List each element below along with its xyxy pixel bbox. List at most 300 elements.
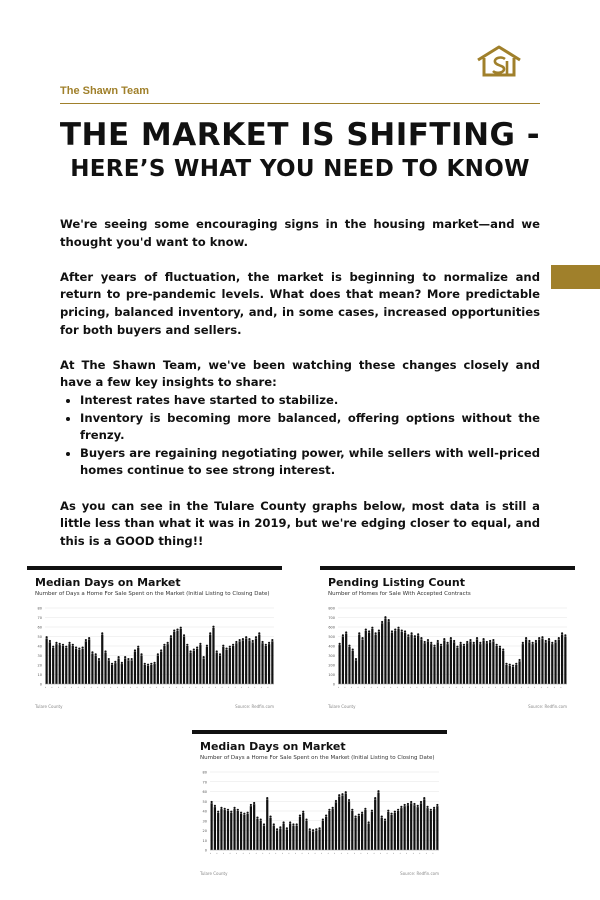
data-point [417, 805, 419, 807]
bar [535, 642, 537, 684]
x-tick-label: • [422, 686, 426, 689]
x-tick-label: • [431, 852, 435, 855]
bar [104, 653, 106, 684]
chart-footer-left: Tulare County [328, 704, 356, 709]
x-tick-label: • [428, 686, 433, 689]
x-tick-label: • [507, 686, 511, 689]
data-point [551, 642, 553, 644]
data-point [361, 812, 363, 814]
data-point [404, 804, 406, 806]
bar [541, 638, 543, 684]
bar [328, 811, 330, 850]
bar [545, 642, 547, 684]
x-tick-label: • [222, 852, 226, 855]
bar [388, 621, 390, 684]
data-point [176, 629, 178, 631]
data-point [541, 636, 543, 638]
x-tick-label: • [454, 686, 459, 689]
bar [183, 637, 185, 685]
bar [235, 643, 237, 684]
bar [397, 811, 399, 850]
data-point [420, 801, 422, 803]
data-point [46, 636, 48, 638]
data-point [255, 636, 257, 638]
bar [292, 826, 294, 850]
bar [237, 811, 239, 850]
data-point [273, 823, 275, 825]
bar [247, 814, 249, 850]
bar [404, 633, 406, 684]
data-point [417, 633, 419, 635]
data-point [387, 810, 389, 812]
bar [222, 647, 224, 684]
data-point [256, 817, 258, 819]
chart-title: Median Days on Market [35, 576, 181, 589]
data-point [305, 818, 307, 820]
bar [256, 819, 258, 850]
data-point [173, 629, 175, 631]
bar [140, 656, 142, 685]
x-tick-label: • [103, 686, 107, 689]
data-point [341, 793, 343, 795]
data-point [299, 815, 301, 817]
data-point [443, 638, 445, 640]
bar [427, 641, 429, 684]
data-point [180, 627, 182, 629]
bar [433, 809, 435, 850]
data-point [101, 632, 103, 634]
bar [325, 817, 327, 850]
data-point [108, 658, 110, 660]
data-point [217, 811, 219, 813]
data-point [496, 644, 498, 646]
bar [446, 644, 448, 684]
bar [85, 641, 87, 684]
bar [299, 817, 301, 850]
bar [440, 646, 442, 684]
chart-top-bar [320, 566, 575, 570]
x-tick-label: • [500, 686, 505, 689]
bar [203, 658, 205, 684]
data-point [512, 665, 514, 667]
data-point [147, 664, 149, 666]
chart-plot [27, 602, 282, 700]
x-tick-label: • [494, 686, 498, 689]
data-point [233, 807, 235, 809]
bar [286, 830, 288, 850]
data-point [492, 639, 494, 641]
bar [473, 644, 475, 684]
data-point [535, 640, 537, 642]
bar [397, 629, 399, 684]
bar [424, 643, 426, 684]
x-tick-label: • [356, 686, 361, 689]
bar [160, 652, 162, 684]
x-tick-label: • [339, 852, 344, 855]
data-point [364, 808, 366, 810]
data-point [394, 811, 396, 813]
bar [309, 831, 311, 851]
data-point [183, 634, 185, 636]
bar [384, 821, 386, 850]
chart-plot [192, 766, 447, 866]
data-point [75, 647, 77, 649]
x-tick-label: • [57, 686, 61, 689]
bar [199, 645, 201, 684]
data-point [460, 642, 462, 644]
data-point [219, 653, 221, 655]
data-point [85, 639, 87, 641]
data-point [91, 651, 93, 653]
chart-median-days-1 [27, 566, 282, 711]
data-point [286, 827, 288, 829]
x-tick-label: • [168, 686, 172, 689]
data-point [335, 800, 337, 802]
x-tick-label: • [366, 852, 370, 855]
data-point [225, 648, 227, 650]
bar [243, 815, 245, 850]
bar [394, 631, 396, 684]
data-point [390, 813, 392, 815]
x-tick-label: • [248, 852, 252, 855]
x-tick-label: • [398, 852, 403, 855]
x-tick-label: • [155, 686, 159, 689]
data-point [482, 638, 484, 640]
bar [354, 818, 356, 850]
bar [410, 635, 412, 684]
bar [150, 665, 152, 684]
bar [276, 831, 278, 851]
data-point [515, 663, 517, 665]
y-tick-label: 100 [328, 673, 335, 677]
data-point [437, 640, 439, 642]
data-point [433, 807, 435, 809]
x-tick-label: • [268, 852, 272, 855]
data-point [237, 809, 239, 811]
data-point [348, 799, 350, 801]
bar [492, 641, 494, 684]
data-point [338, 794, 340, 796]
chart-footer-left: Tulare County [200, 871, 228, 876]
data-point [312, 829, 314, 831]
y-tick-label: 70 [37, 616, 42, 620]
bar [538, 639, 540, 684]
x-tick-label: • [333, 852, 337, 855]
x-tick-label: • [70, 686, 74, 689]
bar [505, 665, 507, 684]
x-tick-label: • [372, 852, 377, 855]
data-point [561, 632, 563, 634]
bar [525, 639, 527, 684]
x-tick-label: • [207, 686, 212, 689]
data-point [271, 639, 273, 641]
data-point [381, 816, 383, 818]
bar [147, 666, 149, 684]
bar [65, 648, 67, 684]
x-tick-label: • [520, 686, 524, 689]
data-point [361, 637, 363, 639]
data-point [220, 807, 222, 809]
bar [358, 816, 360, 850]
data-point [423, 797, 425, 799]
x-tick-label: • [174, 686, 179, 689]
chart-plot [320, 602, 575, 700]
x-tick-label: • [513, 686, 518, 689]
data-point [378, 629, 380, 631]
data-point [193, 648, 195, 650]
bar [469, 641, 471, 684]
data-point [55, 642, 57, 644]
data-point [315, 828, 317, 830]
data-point [247, 812, 249, 814]
data-point [150, 663, 152, 665]
data-point [400, 806, 402, 808]
bar [91, 654, 93, 684]
data-point [211, 801, 213, 803]
bar [196, 649, 198, 684]
bar [342, 637, 344, 685]
data-point [240, 812, 242, 814]
data-point [479, 642, 481, 644]
bar [532, 644, 534, 684]
y-tick-label: 80 [202, 770, 207, 775]
data-point [545, 640, 547, 642]
data-point [214, 805, 216, 807]
data-point [276, 828, 278, 830]
bar [230, 813, 232, 850]
bar [189, 653, 191, 684]
data-point [430, 642, 432, 644]
x-tick-label: • [389, 686, 393, 689]
y-tick-label: 10 [37, 673, 42, 677]
x-tick-label: • [441, 686, 446, 689]
data-point [265, 644, 267, 646]
x-tick-label: • [313, 852, 318, 855]
data-point [170, 635, 172, 637]
data-point [473, 642, 475, 644]
x-tick-label: • [287, 852, 292, 855]
data-point [206, 645, 208, 647]
bar [82, 649, 84, 684]
bar [265, 646, 267, 684]
bar [173, 632, 175, 684]
bar [414, 637, 416, 684]
bar [186, 646, 188, 684]
bar [273, 826, 275, 850]
data-point [203, 656, 205, 658]
data-point [292, 823, 294, 825]
x-tick-label: • [63, 686, 68, 689]
x-tick-label: • [418, 852, 422, 855]
data-point [518, 659, 520, 661]
data-point [558, 637, 560, 639]
bar [46, 638, 48, 684]
bar [384, 618, 386, 684]
y-tick-label: 500 [328, 635, 335, 639]
data-point [289, 821, 291, 823]
bar [108, 660, 110, 684]
x-tick-label: • [353, 852, 357, 855]
data-point [358, 632, 360, 634]
x-tick-label: • [559, 686, 563, 689]
data-point [163, 644, 165, 646]
bar [345, 634, 347, 684]
x-tick-label: • [359, 852, 363, 855]
data-point [88, 637, 90, 639]
x-tick-label: • [209, 852, 213, 855]
data-point [525, 637, 527, 639]
bar [355, 660, 357, 684]
data-point [394, 629, 396, 631]
bar [95, 656, 97, 685]
data-point [230, 811, 232, 813]
y-tick-label: 60 [202, 790, 207, 794]
y-tick-label: 40 [202, 809, 207, 814]
bar [101, 635, 103, 684]
data-point [140, 653, 142, 655]
y-tick-label: 400 [328, 644, 335, 649]
y-tick-label: 60 [37, 625, 42, 630]
x-tick-label: • [392, 852, 396, 855]
chart-top-bar [27, 566, 282, 570]
chart-footer-right: Source: Redfin.com [528, 704, 567, 709]
y-tick-label: 70 [202, 780, 207, 785]
bar [430, 811, 432, 850]
bar [365, 631, 367, 684]
y-tick-label: 20 [202, 829, 207, 833]
bar [206, 647, 208, 684]
bar [400, 808, 402, 850]
bar [348, 801, 350, 850]
bar [232, 646, 234, 684]
paragraph-market: After years of fluctuation, the market is beginning to normalize and return to pre-pandemic levels. What does that mean? More predictable pricing, balanced inventory, and, in some cases, increased opportunities for both buyers and sellers. [60, 269, 540, 337]
x-tick-label: • [274, 852, 278, 855]
bar [318, 830, 320, 850]
data-point [505, 663, 507, 665]
chart-footer-right: Source: Redfin.com [235, 704, 274, 709]
bar [269, 818, 271, 850]
x-tick-label: • [161, 686, 166, 689]
bar [252, 642, 254, 684]
x-tick-label: • [343, 686, 348, 689]
data-point [446, 642, 448, 644]
bar [460, 644, 462, 684]
data-point [413, 803, 415, 805]
data-point [404, 630, 406, 632]
x-tick-label: • [307, 852, 311, 855]
bar [315, 831, 317, 851]
bar [463, 646, 465, 684]
x-tick-label: • [415, 686, 420, 689]
data-point [424, 641, 426, 643]
x-tick-label: • [369, 686, 374, 689]
data-point [49, 640, 51, 642]
bar [98, 660, 100, 684]
bar [233, 809, 235, 850]
x-tick-label: • [533, 686, 537, 689]
x-tick-label: • [266, 686, 270, 689]
bar [404, 806, 406, 850]
bar [391, 633, 393, 684]
bar [219, 656, 221, 685]
bar [261, 643, 263, 684]
bar [413, 805, 415, 850]
x-tick-label: • [326, 852, 331, 855]
bar [170, 637, 172, 684]
x-tick-label: • [181, 686, 185, 689]
bar [515, 665, 517, 684]
bar [88, 639, 90, 684]
data-point [104, 650, 106, 652]
data-point [186, 644, 188, 646]
data-point [528, 640, 530, 642]
x-tick-label: • [89, 686, 94, 689]
data-point [548, 638, 550, 640]
data-point [209, 632, 211, 634]
data-point [410, 801, 412, 803]
bar [423, 799, 425, 850]
bar [217, 813, 219, 850]
data-point [456, 646, 458, 648]
list-item: • Buyers are regaining negotiating power, while sellers with well-priced homes continue to see strong interest. [80, 445, 540, 480]
x-tick-label: • [116, 686, 120, 689]
chart-footer-left: Tulare County [35, 704, 63, 709]
bar [121, 664, 123, 684]
data-point [352, 648, 354, 650]
data-point [242, 638, 244, 640]
bar [371, 812, 373, 850]
x-tick-label: • [240, 686, 244, 689]
bar [167, 644, 169, 684]
bar [486, 643, 488, 684]
data-point [239, 639, 241, 641]
brand-name: The Shawn Team [60, 85, 150, 97]
data-point [309, 828, 311, 830]
data-point [489, 640, 491, 642]
data-point [368, 821, 370, 823]
data-point [348, 645, 350, 647]
bar [260, 821, 262, 850]
data-point [118, 656, 120, 658]
bar [240, 814, 242, 850]
bar [433, 647, 435, 684]
data-point [476, 637, 478, 639]
bar [407, 637, 409, 685]
bar [49, 642, 51, 684]
bar [371, 629, 373, 684]
bar [193, 651, 195, 684]
data-point [345, 791, 347, 793]
x-tick-label: • [44, 686, 48, 689]
x-tick-label: • [487, 686, 491, 689]
data-point [235, 641, 237, 643]
bar [558, 639, 560, 684]
data-point [167, 642, 169, 644]
x-tick-label: • [363, 686, 367, 689]
bar [255, 638, 257, 684]
x-tick-label: • [350, 686, 354, 689]
bar [229, 648, 231, 684]
bar [144, 665, 146, 684]
chart-median-days-2 [192, 730, 447, 878]
bar [443, 640, 445, 684]
data-point [268, 642, 270, 644]
x-tick-label: • [220, 686, 225, 689]
bar [420, 639, 422, 684]
bar [338, 796, 340, 850]
x-tick-label: • [396, 686, 400, 689]
y-tick-label: 0 [39, 682, 42, 687]
